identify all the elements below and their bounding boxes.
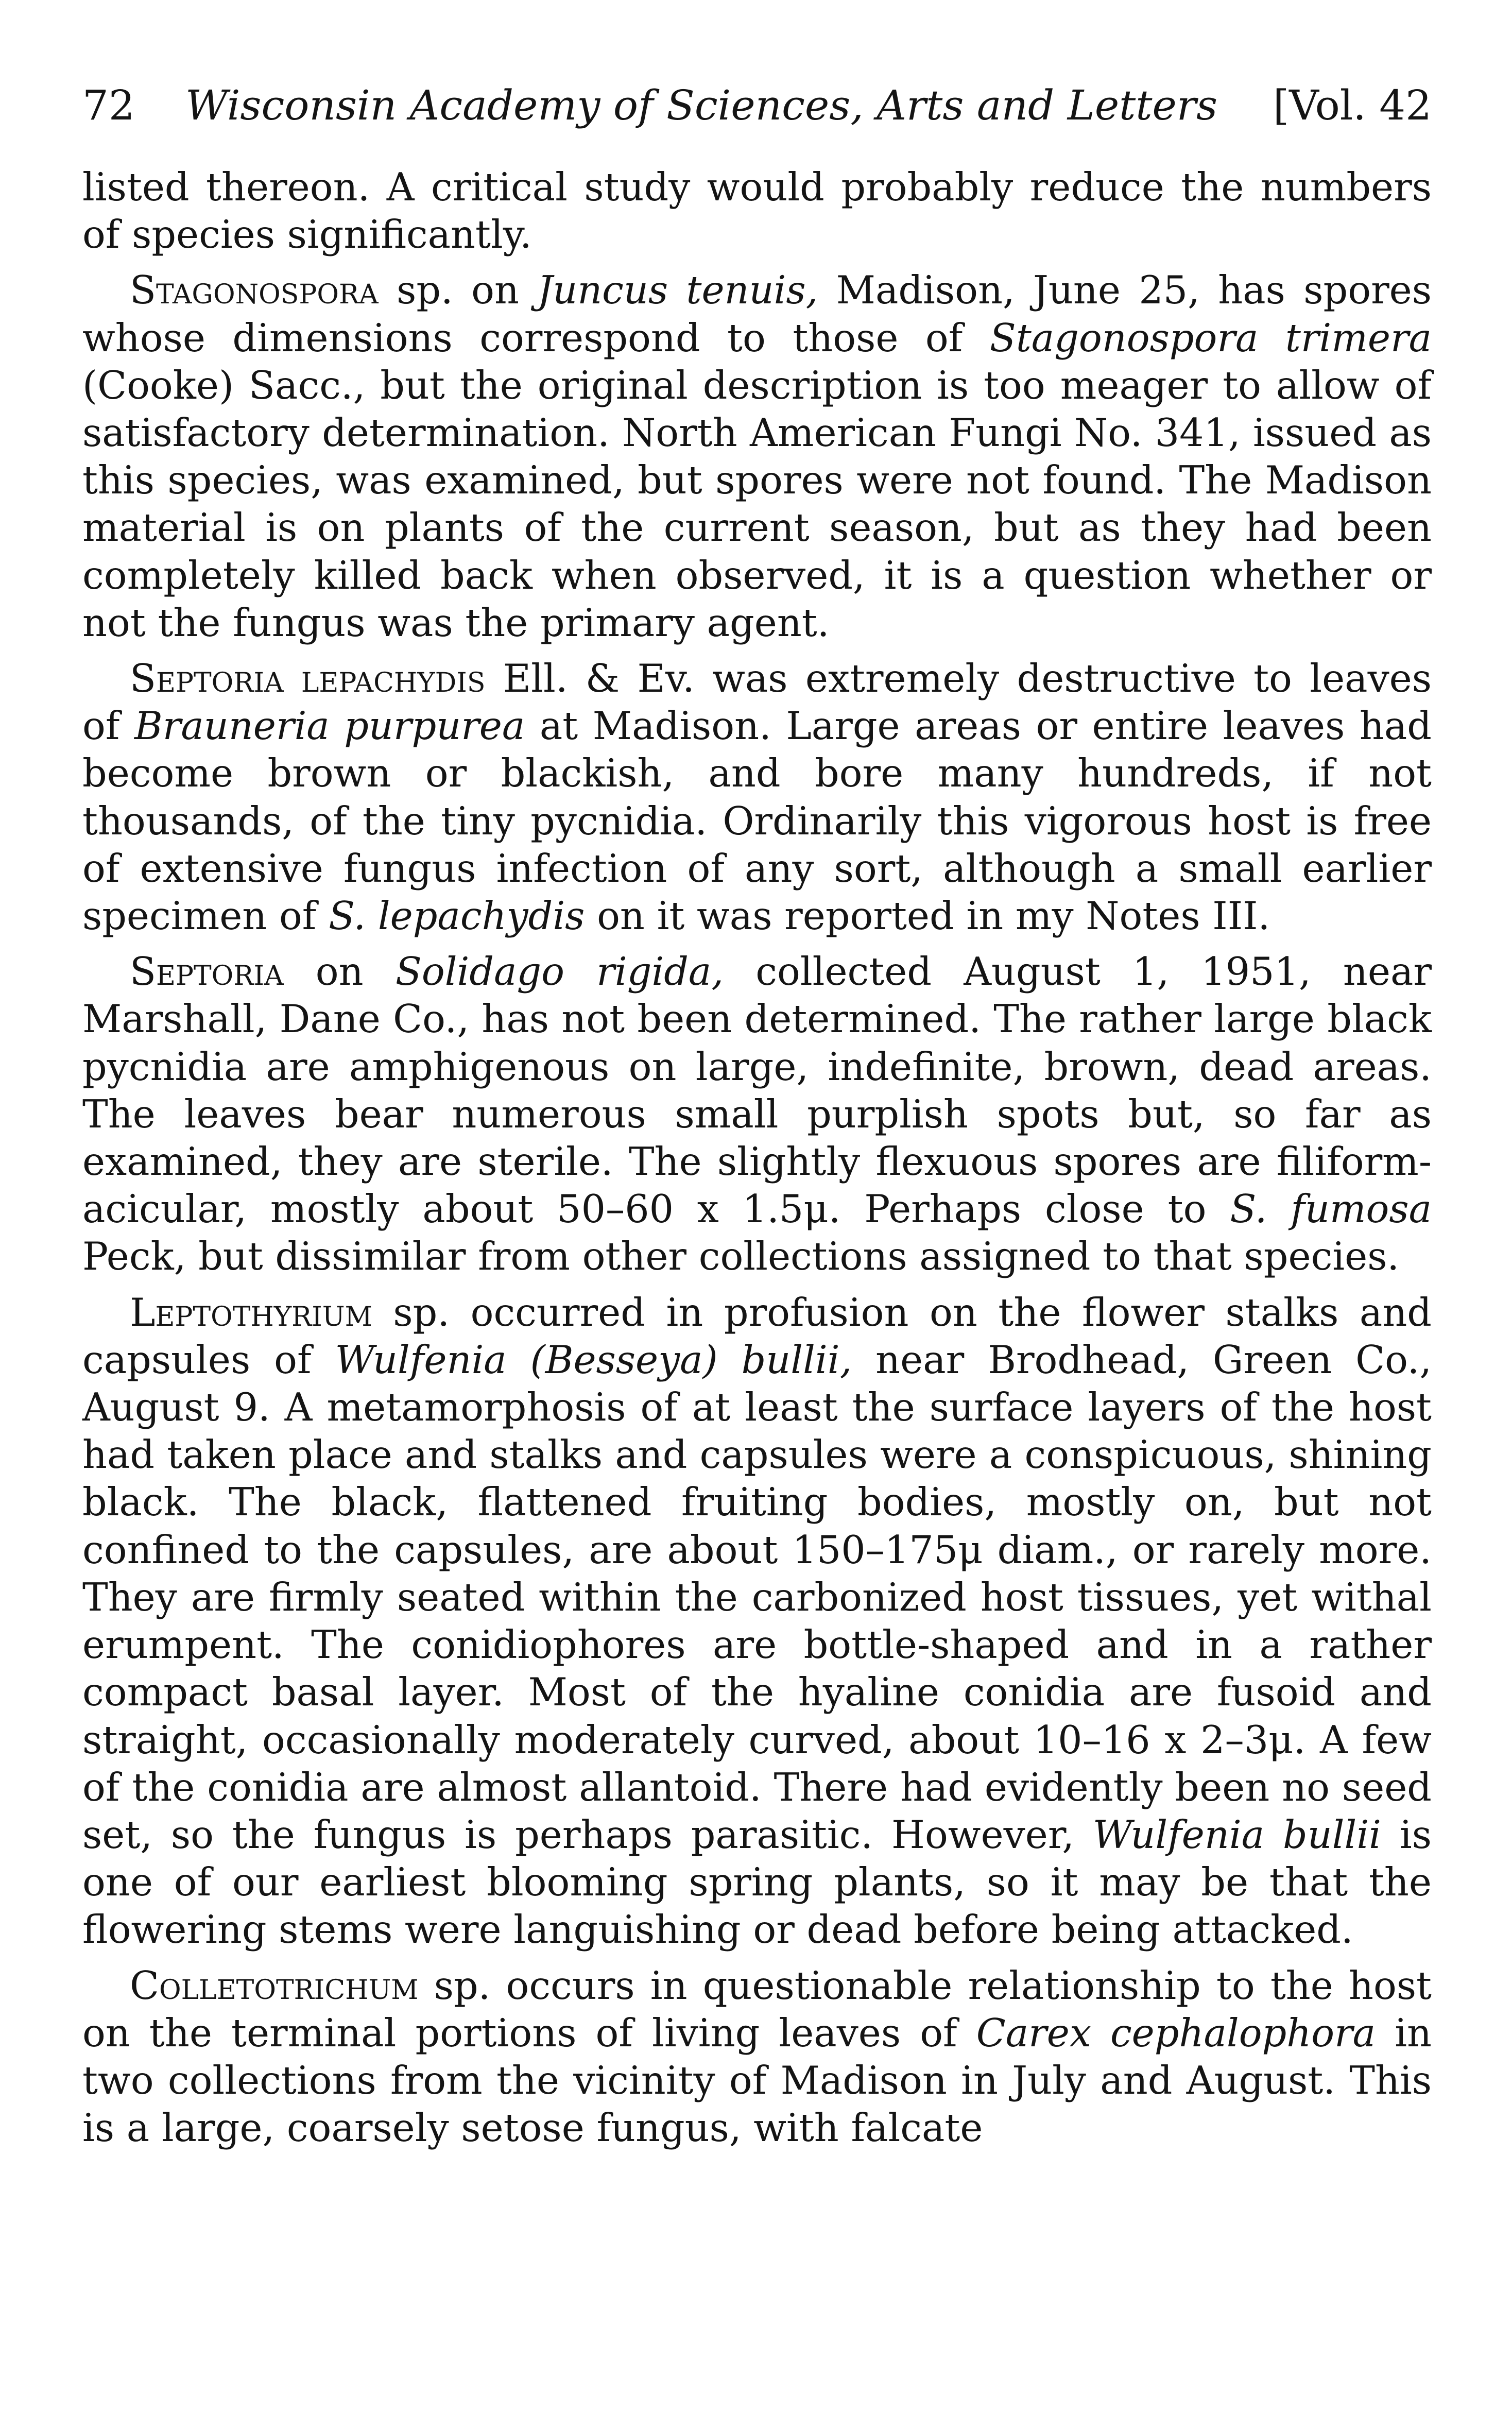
- host-name: Juncus tenuis,: [537, 268, 818, 313]
- paragraph-colletotrichum: [82, 1962, 1432, 2152]
- host-name: Carex cephalophora: [976, 2010, 1376, 2056]
- paragraph-text: collected August 1, 1951, near Marshall, Dane Co., has not been determined. The rather large black pycnidia are amphigenous on large, indefinite, brown, dead areas. The leaves bear numerous small purplish spots but, so far as examined, they are sterile. The slightly flexuous spores are filiform-acicular, mostly about 50–60 x 1.5μ. Perhaps close to: [82, 949, 1432, 1232]
- species-name: S. lepachydis: [329, 894, 585, 939]
- host-name: Brauneria purpurea: [134, 704, 525, 749]
- paragraph-text: sp. occurs in questionable relationship to the host on the terminal portions of living leaves of: [82, 1963, 1432, 2056]
- species-name: Stagonospora trimera: [989, 315, 1432, 361]
- taxon-heading: Stagonospora: [130, 268, 379, 313]
- paragraph-text: (Cooke) Sacc., but the original description is too meager to allow of satisfactory determination. North American Fungi No. 341, issued as this species, was examined, but spores were not found. The Madison material is on plants of the current season, but as they had been completely killed back when observed, it is a question whether or not the fungus was the primary agent.: [82, 363, 1432, 645]
- taxon-heading: Septoria: [130, 949, 284, 995]
- page-number: 72: [82, 81, 135, 129]
- taxon-heading: Colletotrichum: [130, 1963, 419, 2008]
- running-header: [82, 77, 1432, 134]
- paragraph-text: on it was reported in my Notes III.: [585, 894, 1270, 939]
- taxon-heading: Leptothyrium: [130, 1290, 372, 1335]
- paragraph-text: Madison, June 25, has spores whose dimensions correspond to those of: [82, 268, 1432, 361]
- species-name: Wulfenia bullii: [1092, 1812, 1382, 1857]
- paragraph-text: in two collections from the vicinity of Madison in July and August. This is a large, coarsely setose fungus, with falcate: [82, 2010, 1432, 2151]
- paragraph-septoria-lepachydis: [82, 655, 1432, 940]
- paragraph-text: Peck, but dissimilar from other collections assigned to that species.: [82, 1234, 1400, 1279]
- paragraph-text: sp. occurred in profusion on the flower stalks and capsules of: [82, 1290, 1432, 1382]
- document-page: [82, 77, 1432, 2385]
- paragraph-septoria-solidago: [82, 948, 1432, 1280]
- paragraph-continued: [82, 164, 1432, 259]
- paragraph-leptothyrium: [82, 1289, 1432, 1954]
- body-text: [82, 164, 1432, 2152]
- paragraph-text: Ell. & Ev. was extremely destructive to leaves of: [82, 656, 1432, 749]
- species-name: S. fumosa: [1230, 1187, 1432, 1232]
- paragraph-text: at Madison. Large areas or entire leaves had become brown or blackish, and bore many hundreds, if not thousands, of the tiny pycnidia. Ordinarily this vigorous host is free of extensive fungus infection of any sort, although a small earlier specimen of: [82, 704, 1432, 939]
- paragraph-text: listed thereon. A critical study would probably reduce the numbers of species significantly.: [82, 165, 1432, 258]
- host-name: Wulfenia (Besseya) bullii,: [335, 1337, 852, 1382]
- paragraph-stagonospora: [82, 267, 1432, 647]
- volume-label: [Vol. 42: [1273, 81, 1432, 129]
- host-name: Solidago rigida,: [395, 949, 724, 995]
- paragraph-text: sp. on: [378, 268, 538, 313]
- taxon-heading: Septoria lepachydis: [130, 656, 486, 702]
- journal-title: Wisconsin Academy of Sciences, Arts and Letters: [185, 81, 1218, 129]
- paragraph-text: near Brodhead, Green Co., August 9. A metamorphosis of at least the surface layers of the host had taken place and stalks and capsules were a conspicuous, shining black. The black, flattened fruiting bodies, mostly on, but not confined to the capsules, are about 150–175μ diam., or rarely more. They are firmly seated within the carbonized host tissues, yet withal erumpent. The conidiophores are bottle-shaped and in a rather compact basal layer. Most of the hyaline conidia are fusoid and straight, occasionally moderately curved, about 10–16 x 2–3μ. A few of the conidia are almost allantoid. There had evidently been no seed set, so the fungus is perhaps parasitic. However,: [82, 1337, 1432, 1857]
- paragraph-text: is one of our earliest blooming spring plants, so it may be that the flowering stems were languishing or dead before being attacked.: [82, 1812, 1432, 1953]
- paragraph-text: on: [283, 949, 396, 995]
